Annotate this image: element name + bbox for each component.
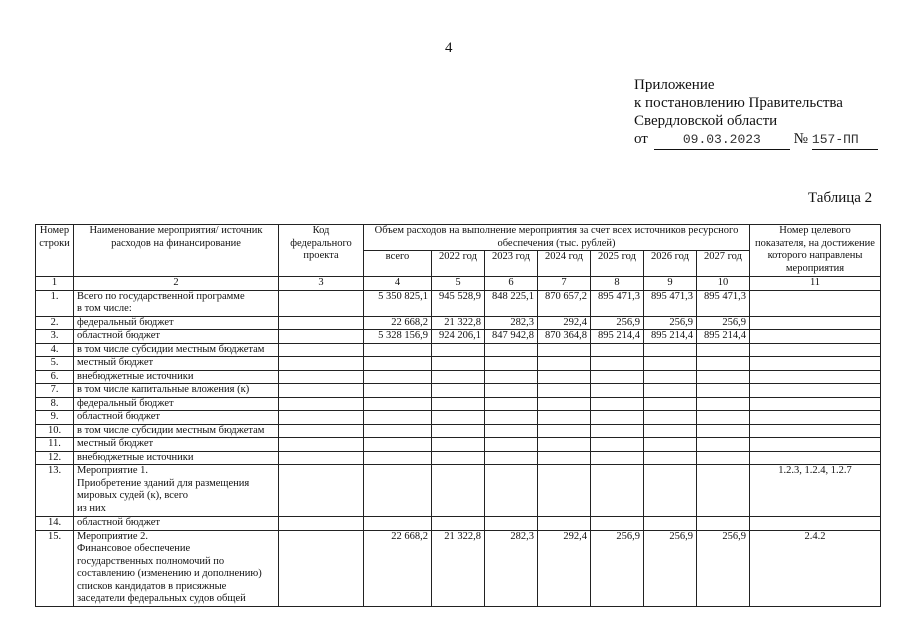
year-2027-cell [697, 357, 750, 371]
row-name-cell: местный бюджет [74, 357, 279, 371]
column-number: 1 [36, 277, 74, 291]
indicator-cell [750, 330, 881, 344]
row-name-cell: областной бюджет [74, 517, 279, 531]
year-2026-cell [644, 384, 697, 398]
year-2024-cell [538, 465, 591, 517]
row-name-cell: внебюджетные источники [74, 451, 279, 465]
table-row [36, 530, 881, 606]
column-number: 2 [74, 277, 279, 291]
total-cell [364, 424, 432, 438]
year-2027-cell [697, 411, 750, 425]
column-number: 8 [591, 277, 644, 291]
year-2022-cell [432, 424, 485, 438]
table-row [36, 424, 881, 438]
header-2024: 2024 год [538, 251, 591, 277]
year-2025-cell [591, 411, 644, 425]
column-number: 9 [644, 277, 697, 291]
year-2024-cell [538, 411, 591, 425]
total-cell [364, 411, 432, 425]
year-2026-cell: 256,9 [644, 530, 697, 606]
year-2027-cell: 256,9 [697, 316, 750, 330]
table-row [36, 316, 881, 330]
year-2025-cell [591, 397, 644, 411]
indicator-cell: 2.4.2 [750, 530, 881, 606]
year-2022-cell [432, 451, 485, 465]
row-number-cell: 14. [36, 517, 74, 531]
year-2023-cell [485, 397, 538, 411]
indicator-cell [750, 517, 881, 531]
year-2027-cell [697, 384, 750, 398]
row-number-cell: 4. [36, 343, 74, 357]
year-2024-cell: 292,4 [538, 316, 591, 330]
year-2026-cell [644, 517, 697, 531]
year-2023-cell: 282,3 [485, 316, 538, 330]
table-row [36, 370, 881, 384]
year-2026-cell [644, 343, 697, 357]
year-2023-cell [485, 370, 538, 384]
total-cell [364, 343, 432, 357]
year-2027-cell [697, 517, 750, 531]
year-2023-cell [485, 517, 538, 531]
year-2026-cell [644, 411, 697, 425]
row-name-cell: в том числе субсидии местным бюджетам [74, 343, 279, 357]
row-number-cell: 11. [36, 438, 74, 452]
header-2027: 2027 год [697, 251, 750, 277]
header-2025: 2025 год [591, 251, 644, 277]
year-2027-cell [697, 343, 750, 357]
table-row [36, 397, 881, 411]
year-2024-cell: 292,4 [538, 530, 591, 606]
header-project-code: Код федерального проекта [279, 225, 364, 277]
year-2024-cell [538, 451, 591, 465]
year-2023-cell [485, 451, 538, 465]
year-2024-cell [538, 370, 591, 384]
indicator-cell [750, 438, 881, 452]
year-2026-cell: 895 214,4 [644, 330, 697, 344]
year-2023-cell: 848 225,1 [485, 290, 538, 316]
year-2025-cell: 895 214,4 [591, 330, 644, 344]
project-code-cell [279, 465, 364, 517]
row-number-cell: 5. [36, 357, 74, 371]
project-code-cell [279, 424, 364, 438]
table-row [36, 451, 881, 465]
header-2022: 2022 год [432, 251, 485, 277]
header-name: Наименование мероприятия/ источник расходов на финансирование [74, 225, 279, 277]
year-2025-cell [591, 384, 644, 398]
year-2026-cell [644, 451, 697, 465]
project-code-cell [279, 384, 364, 398]
year-2025-cell: 256,9 [591, 316, 644, 330]
year-2022-cell [432, 384, 485, 398]
header-row-1 [36, 225, 881, 251]
year-2026-cell [644, 357, 697, 371]
year-2025-cell [591, 357, 644, 371]
header-2023: 2023 год [485, 251, 538, 277]
year-2024-cell [538, 384, 591, 398]
total-cell [364, 451, 432, 465]
column-number: 6 [485, 277, 538, 291]
row-number-cell: 10. [36, 424, 74, 438]
year-2023-cell: 282,3 [485, 530, 538, 606]
header-2026: 2026 год [644, 251, 697, 277]
row-name-cell: внебюджетные источники [74, 370, 279, 384]
year-2023-cell [485, 424, 538, 438]
indicator-cell: 1.2.3, 1.2.4, 1.2.7 [750, 465, 881, 517]
table-row [36, 465, 881, 517]
project-code-cell [279, 330, 364, 344]
year-2027-cell: 256,9 [697, 530, 750, 606]
year-2022-cell: 945 528,9 [432, 290, 485, 316]
row-name-cell: федеральный бюджет [74, 316, 279, 330]
year-2024-cell [538, 438, 591, 452]
indicator-cell [750, 384, 881, 398]
column-number: 10 [697, 277, 750, 291]
column-number: 7 [538, 277, 591, 291]
year-2027-cell [697, 438, 750, 452]
header-volume: Объем расходов на выполнение мероприятия за счет всех источников ресурсного обеспечения (тыс. рублей) [364, 225, 750, 251]
indicator-cell [750, 343, 881, 357]
appendix-date-line [634, 130, 878, 150]
row-number-cell: 1. [36, 290, 74, 316]
column-number: 3 [279, 277, 364, 291]
row-number-cell: 12. [36, 451, 74, 465]
year-2022-cell [432, 397, 485, 411]
year-2026-cell [644, 397, 697, 411]
row-name-cell: Мероприятие 2. Финансовое обеспечение государственных полномочий по составлению (изменению и дополнению) списков кандидатов в присяжные заседатели федеральных судов общей [74, 530, 279, 606]
year-2027-cell [697, 370, 750, 384]
table-label: Таблица 2 [808, 190, 873, 206]
row-number-cell: 13. [36, 465, 74, 517]
year-2022-cell [432, 517, 485, 531]
table-row [36, 290, 881, 316]
year-2027-cell [697, 451, 750, 465]
project-code-cell [279, 290, 364, 316]
year-2022-cell: 21 322,8 [432, 316, 485, 330]
row-name-cell: областной бюджет [74, 330, 279, 344]
row-number-cell: 9. [36, 411, 74, 425]
year-2023-cell [485, 343, 538, 357]
project-code-cell [279, 316, 364, 330]
row-name-cell: местный бюджет [74, 438, 279, 452]
row-number-cell: 2. [36, 316, 74, 330]
year-2024-cell [538, 517, 591, 531]
row-name-cell: Мероприятие 1. Приобретение зданий для размещения мировых судей (к), всего из них [74, 465, 279, 517]
year-2025-cell [591, 370, 644, 384]
total-cell [364, 384, 432, 398]
year-2027-cell: 895 471,3 [697, 290, 750, 316]
year-2026-cell: 256,9 [644, 316, 697, 330]
header-total: всего [364, 251, 432, 277]
year-2024-cell: 870 364,8 [538, 330, 591, 344]
year-2022-cell [432, 411, 485, 425]
year-2023-cell [485, 384, 538, 398]
decree-date: 09.03.2023 [654, 131, 790, 150]
row-name-cell: федеральный бюджет [74, 397, 279, 411]
year-2022-cell [432, 343, 485, 357]
indicator-cell [750, 370, 881, 384]
year-2022-cell: 21 322,8 [432, 530, 485, 606]
header-indicator: Номер целевого показателя, на достижение которого направлены мероприятия [750, 225, 881, 277]
appendix-title: Приложение [634, 77, 715, 93]
table-row [36, 517, 881, 531]
indicator-cell [750, 411, 881, 425]
appendix-line-2: к постановлению Правительства [634, 95, 843, 111]
row-name-cell: Всего по государственной программе в том числе: [74, 290, 279, 316]
year-2024-cell [538, 397, 591, 411]
total-cell [364, 438, 432, 452]
year-2023-cell [485, 465, 538, 517]
project-code-cell [279, 517, 364, 531]
indicator-cell [750, 424, 881, 438]
total-cell [364, 357, 432, 371]
year-2025-cell: 256,9 [591, 530, 644, 606]
year-2024-cell [538, 357, 591, 371]
year-2026-cell [644, 424, 697, 438]
year-2025-cell [591, 517, 644, 531]
year-2026-cell [644, 438, 697, 452]
year-2025-cell [591, 465, 644, 517]
indicator-cell [750, 357, 881, 371]
row-name-cell: в том числе субсидии местным бюджетам [74, 424, 279, 438]
year-2025-cell [591, 451, 644, 465]
year-2025-cell [591, 343, 644, 357]
total-cell [364, 397, 432, 411]
row-name-cell: областной бюджет [74, 411, 279, 425]
project-code-cell [279, 397, 364, 411]
indicator-cell [750, 451, 881, 465]
year-2025-cell: 895 471,3 [591, 290, 644, 316]
project-code-cell [279, 370, 364, 384]
total-cell: 5 328 156,9 [364, 330, 432, 344]
total-cell: 22 668,2 [364, 316, 432, 330]
year-2026-cell [644, 370, 697, 384]
row-number-cell: 6. [36, 370, 74, 384]
year-2027-cell [697, 397, 750, 411]
total-cell: 22 668,2 [364, 530, 432, 606]
total-cell [364, 517, 432, 531]
year-2022-cell [432, 357, 485, 371]
project-code-cell [279, 343, 364, 357]
column-number: 5 [432, 277, 485, 291]
year-2023-cell: 847 942,8 [485, 330, 538, 344]
project-code-cell [279, 438, 364, 452]
table-row [36, 411, 881, 425]
row-name-cell: в том числе капитальные вложения (к) [74, 384, 279, 398]
year-2023-cell [485, 438, 538, 452]
indicator-cell [750, 316, 881, 330]
table-row [36, 357, 881, 371]
year-2023-cell [485, 357, 538, 371]
year-2024-cell [538, 343, 591, 357]
date-prefix: от [634, 131, 648, 147]
year-2022-cell [432, 438, 485, 452]
indicator-cell [750, 290, 881, 316]
table-row [36, 384, 881, 398]
year-2025-cell [591, 438, 644, 452]
total-cell [364, 370, 432, 384]
year-2022-cell [432, 465, 485, 517]
year-2027-cell [697, 465, 750, 517]
header-row-number: Номер строки [36, 225, 74, 277]
table-row [36, 330, 881, 344]
total-cell: 5 350 825,1 [364, 290, 432, 316]
table-row [36, 343, 881, 357]
column-number: 11 [750, 277, 881, 291]
project-code-cell [279, 357, 364, 371]
project-code-cell [279, 451, 364, 465]
column-numbers-row [36, 277, 881, 291]
column-number: 4 [364, 277, 432, 291]
indicator-cell [750, 397, 881, 411]
row-number-cell: 8. [36, 397, 74, 411]
table-row [36, 438, 881, 452]
project-code-cell [279, 530, 364, 606]
appendix-line-3: Свердловской области [634, 113, 778, 129]
expenditure-table [35, 224, 881, 607]
project-code-cell [279, 411, 364, 425]
row-number-cell: 7. [36, 384, 74, 398]
year-2024-cell [538, 424, 591, 438]
decree-number: 157-ПП [812, 131, 878, 150]
row-number-cell: 3. [36, 330, 74, 344]
year-2027-cell [697, 424, 750, 438]
total-cell [364, 465, 432, 517]
year-2022-cell [432, 370, 485, 384]
year-2025-cell [591, 424, 644, 438]
appendix-block [634, 76, 878, 150]
number-prefix: № [793, 131, 808, 147]
year-2022-cell: 924 206,1 [432, 330, 485, 344]
year-2026-cell [644, 465, 697, 517]
year-2026-cell: 895 471,3 [644, 290, 697, 316]
year-2023-cell [485, 411, 538, 425]
year-2024-cell: 870 657,2 [538, 290, 591, 316]
row-number-cell: 15. [36, 530, 74, 606]
page-number: 4 [445, 40, 453, 56]
year-2027-cell: 895 214,4 [697, 330, 750, 344]
